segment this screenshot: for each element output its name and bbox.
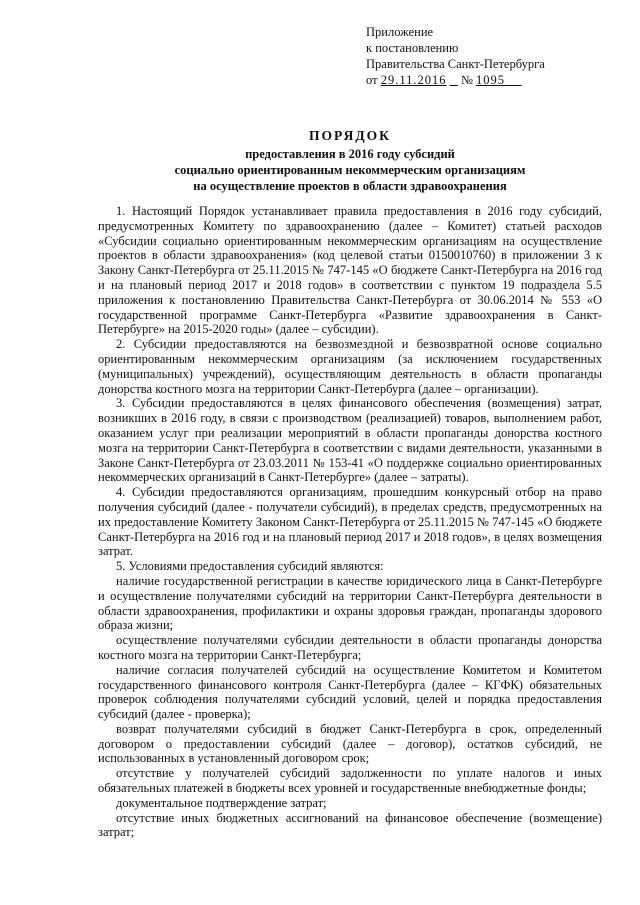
- document-title: ПОРЯДОК: [309, 128, 391, 143]
- document-body: [98, 204, 602, 840]
- resolution-date-number: [366, 72, 545, 88]
- paragraph: отсутствие иных бюджетных ассигнований на финансовое обеспечение (возмещение) затрат;: [98, 810, 602, 840]
- paragraph: наличие согласия получателей субсидий на осуществление Комитетом и Комитетом государственного финансового контроля Санкт-Петербурга (далее – КГФК) обязательных проверок соблюдения получателями субсидий условий, целей и порядка предоставления субсидий (далее - проверка);: [98, 662, 602, 722]
- paragraph: 1. Настоящий Порядок устанавливает правила предоставления в 2016 году субсидий, предусмотренных Комитету по здравоохранению (далее – Комитет) статьей расходов «Субсидии социально ориентированным некоммерческим организациям на осуществление проектов в области здравоохранения» (код целевой статьи 0150010760) в приложении 3 к Закону Санкт-Петербурга от 25.11.2015 № 747-145 «О бюджете Санкт-Петербурга на 2016 год и на плановый период 2017 и 2018 годов» в соответствии с пунктом 19 подраздела 5.5 приложения к постановлению Правительства Санкт-Петербурга от 30.06.2014 № 553 «О государственной программе Санкт-Петербурга «Развитие здравоохранения в Санкт-Петербурге» на 2015-2020 годы» (далее – субсидии).: [98, 204, 602, 337]
- appendix-block: [366, 24, 545, 88]
- paragraph: отсутствие у получателей субсидий задолженности по уплате налогов и иных обязательных платежей в бюджеты всех уровней и государственные внебюджетные фонды;: [98, 766, 602, 796]
- paragraph: 3. Субсидии предоставляются в целях финансового обеспечения (возмещения) затрат, возникших в 2016 году, в связи с производством (реализацией) товаров, выполнением работ, оказанием услуг при реализации мероприятий в области пропаганды донорства костного мозга на территории Санкт-Петербурга в соответствии с видами деятельности, указанными в Законе Санкт-Петербурга от 23.03.2011 № 153-41 «О поддержке социально ориентированных некоммерческих организаций в Санкт-Петербурге» (далее – затраты).: [98, 396, 602, 485]
- from-label: от: [366, 73, 378, 87]
- paragraph: осуществление получателями субсидии деятельности в области пропаганды донорства костного мозга на территории Санкт-Петербурга;: [98, 633, 602, 662]
- document-header: [90, 128, 610, 194]
- resolution-date: 29.11.2016: [380, 73, 447, 87]
- resolution-number: 1095: [476, 73, 506, 87]
- appendix-line-1: Приложение: [366, 25, 434, 39]
- appendix-line-2: к постановлению: [366, 41, 459, 55]
- paragraph: 2. Субсидии предоставляются на безвозмездной и безвозвратной основе социально ориентированным некоммерческим организациям (за исключением государственных (муниципальных) учреждений), осуществляющим деятельность в области пропаганды донорства костного мозга на территории Санкт-Петербурга (далее – организации).: [98, 337, 602, 396]
- appendix-line-3: Правительства Санкт-Петербурга: [366, 57, 545, 71]
- paragraph: документальное подтверждение затрат;: [116, 795, 327, 810]
- paragraph: наличие государственной регистрации в качестве юридического лица в Санкт-Петербурге и осуществление получателями субсидий на территории Санкт-Петербурга деятельности в области здравоохранения, профилактики и охраны здоровья граждан, пропаганды здорового образа жизни;: [98, 573, 602, 633]
- subtitle-line-1: предоставления в 2016 году субсидий: [245, 147, 455, 161]
- paragraph: 5. Условиями предоставления субсидий являются:: [116, 559, 384, 574]
- number-label: №: [460, 73, 473, 87]
- subtitle-line-2: социально ориентированным некоммерческим организациям: [174, 163, 526, 177]
- paragraph: 4. Субсидии предоставляются организациям, прошедшим конкурсный отбор на право получения субсидий (далее - получатели субсидий), в пределах средств, предусмотренных на их предоставление Комитету Законом Санкт-Петербурга от 25.11.2015 № 747-145 «О бюджете Санкт-Петербурга на 2016 год и на плановый период 2017 и 2018 годов», в целях возмещения затрат.: [98, 485, 602, 559]
- subtitle-line-3: на осуществление проектов в области здравоохранения: [193, 179, 507, 193]
- paragraph: возврат получателями субсидий в бюджет Санкт-Петербурга в срок, определенный договором о предоставлении субсидий (далее – договор), остатков субсидий, не использованных в установленный договором срок;: [98, 721, 602, 766]
